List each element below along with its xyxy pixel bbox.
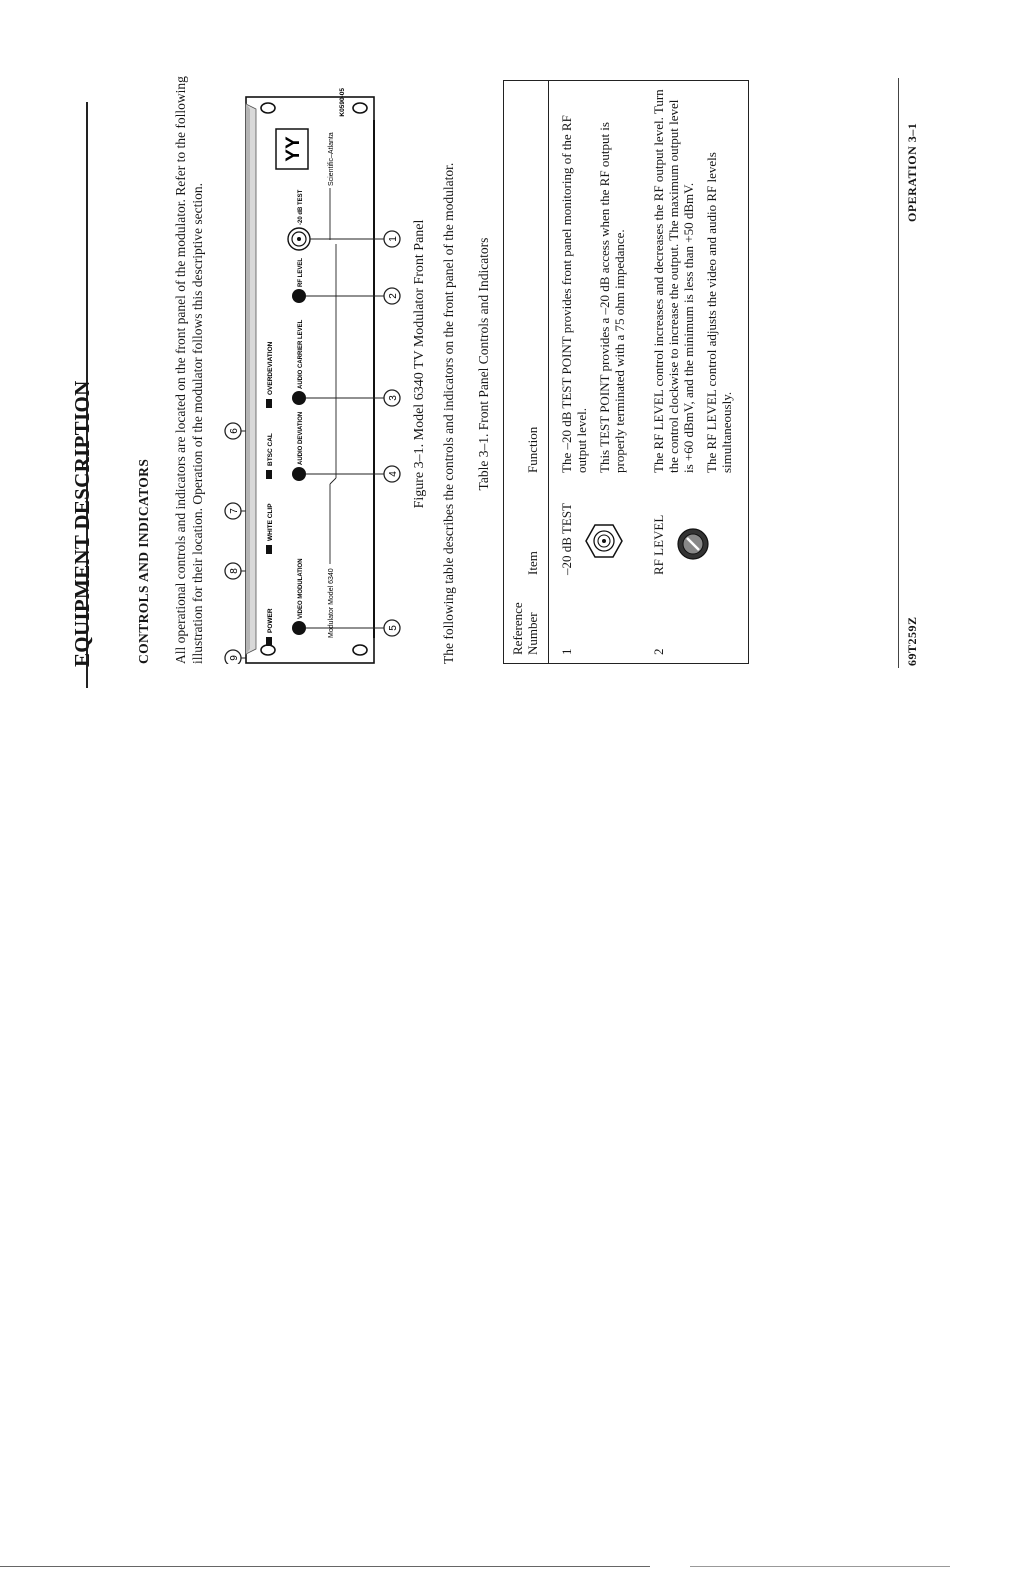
test-20db-label: -20 dB TEST — [298, 189, 304, 225]
function-paragraph: The RF LEVEL control adjusts the video and audio RF levels simultaneously. — [704, 152, 734, 473]
callout-7: 7 — [229, 508, 240, 514]
callout-1: 1 — [388, 236, 399, 242]
video-modulation-knob-icon — [292, 621, 306, 635]
brand-label: Scientific–Atlanta — [328, 132, 335, 186]
logo-box — [276, 129, 308, 169]
table-row — [641, 81, 749, 664]
row-function — [549, 81, 642, 482]
scan-edge-line — [690, 1566, 950, 1567]
power-led-icon — [266, 637, 272, 646]
scan-edge-line — [0, 1566, 650, 1567]
white-clip-indicator-label: WHITE CLIP — [267, 503, 274, 541]
callout-9: 9 — [229, 655, 240, 661]
table-caption: Table 3–1. Front Panel Controls and Indicators — [476, 237, 491, 491]
callouts-top — [225, 423, 241, 664]
front-panel-figure — [224, 84, 404, 664]
callout-2: 2 — [388, 293, 399, 299]
btsc-cal-indicator-label: BTSC CAL — [267, 433, 274, 466]
controls-table — [503, 80, 749, 664]
btsc-cal-led-icon — [266, 470, 272, 479]
callout-5: 5 — [388, 625, 399, 631]
row-item-label: RF LEVEL — [651, 514, 666, 575]
callout-3: 3 — [388, 395, 399, 401]
video-modulation-label: VIDEO MODULATION — [298, 558, 304, 619]
header-function: Function — [504, 81, 549, 482]
logo-text: YY — [283, 136, 304, 162]
table-row — [549, 81, 642, 664]
audio-deviation-label: AUDIO DEVIATION — [298, 411, 304, 465]
row-ref: 1 — [559, 648, 574, 655]
power-indicator-label: POWER — [267, 608, 274, 633]
row-item — [549, 481, 642, 583]
function-paragraph: This TEST POINT provides a –20 dB access when the RF output is properly terminated with a 75 ohm impedance. — [597, 122, 627, 473]
footer-page-number: OPERATION 3–1 — [905, 122, 919, 222]
footer-document-number: 69T259Z — [905, 616, 919, 666]
document-page — [0, 40, 940, 1090]
header-reference-number: Reference Number — [504, 583, 549, 664]
rf-level-label: RF LEVEL — [298, 257, 304, 287]
drawing-number: K0590-05 — [339, 88, 346, 117]
row-item — [641, 481, 749, 583]
audio-carrier-level-knob-icon — [292, 391, 306, 405]
test-point-connector-icon — [584, 521, 624, 561]
figure-caption: Figure 3–1. Model 6340 TV Modulator Front Panel — [412, 219, 427, 509]
footer-rule — [898, 78, 899, 668]
overdeviation-indicator-label: OVERDEVIATION — [267, 341, 274, 395]
function-paragraph: The RF LEVEL control increases and decreases the RF output level. Turn the control clockwise to increase the output. The maximum output level is +60 dBmV, and the minimum is less than +50 dBmV. — [651, 89, 696, 473]
callouts-bottom — [384, 231, 400, 636]
row-ref: 2 — [651, 648, 666, 655]
page-title: EQUIPMENT DESCRIPTION — [70, 380, 94, 667]
section-heading: CONTROLS AND INDICATORS — [136, 458, 151, 664]
callout-8: 8 — [229, 568, 240, 574]
rf-level-knob-icon — [676, 527, 710, 561]
callout-6: 6 — [229, 428, 240, 434]
header-item: Item — [504, 481, 549, 583]
table-intro: The following table describes the controls and indicators on the front panel of the modulator. — [441, 162, 456, 664]
intro-paragraph: All operational controls and indicators are located on the front panel of the modulator. Refer to the following illustration for their location. Operation of the modulator follows this descriptive section. — [173, 76, 205, 664]
audio-deviation-knob-icon — [292, 467, 306, 481]
function-paragraph: The –20 dB TEST POINT provides front panel monitoring of the RF output level. — [559, 115, 589, 473]
row-item-label: –20 dB TEST — [559, 503, 574, 575]
rf-level-knob-icon — [292, 289, 306, 303]
table-header-row — [504, 81, 549, 664]
row-function — [641, 81, 749, 482]
white-clip-led-icon — [266, 545, 272, 554]
front-panel-drawing — [224, 84, 404, 664]
model-label: Modulator Model 6340 — [328, 568, 335, 638]
overdeviation-led-icon — [266, 399, 272, 408]
audio-carrier-level-label: AUDIO CARRIER LEVEL — [298, 319, 304, 389]
chassis — [246, 97, 374, 663]
callout-4: 4 — [388, 471, 399, 477]
